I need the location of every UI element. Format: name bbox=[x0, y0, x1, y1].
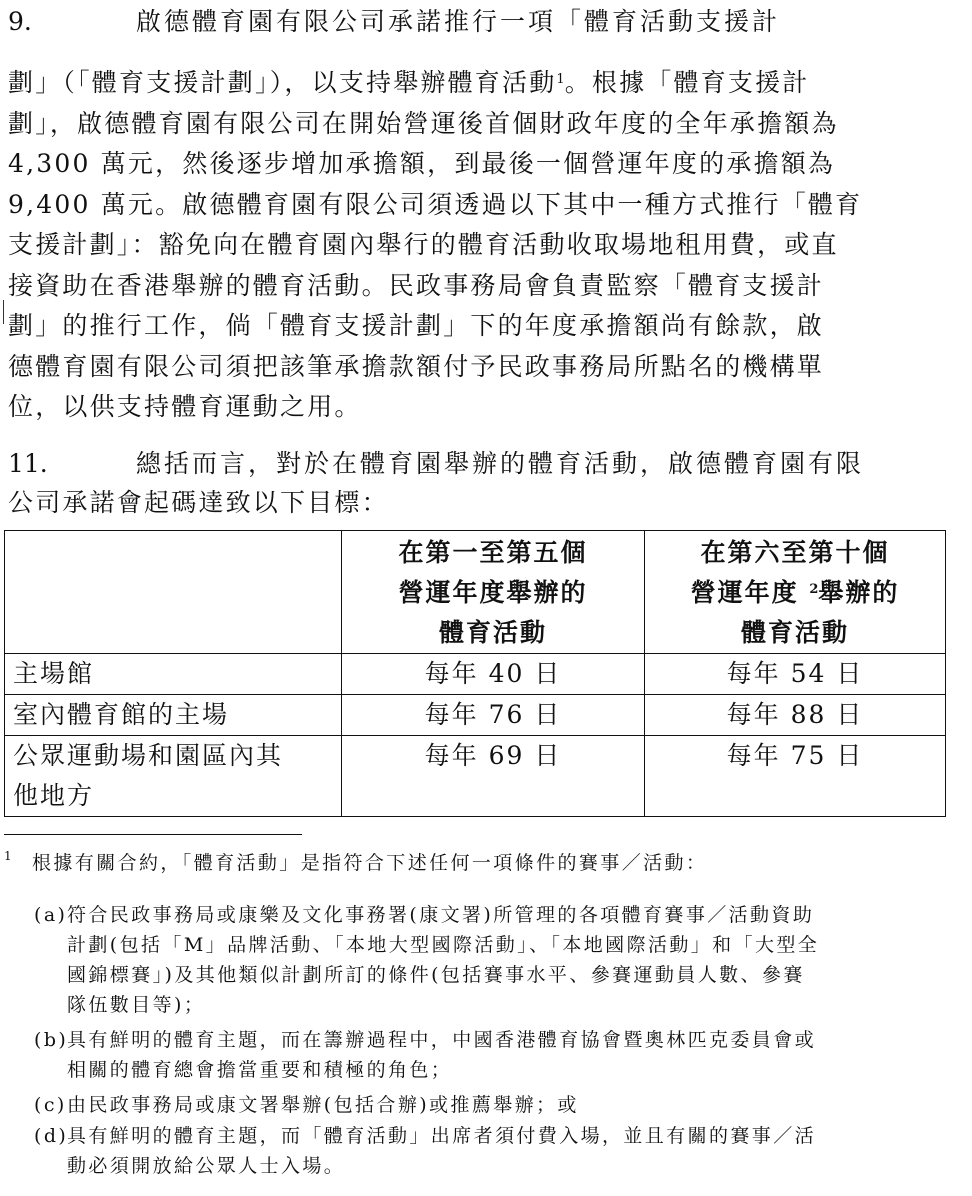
item-line: 計劃(包括「M」品牌活動、「本地大型國際活動」、「本地國際活動」和「大型全 bbox=[67, 934, 820, 956]
paragraph-heading-text: 總括而言，對於在體育園舉辦的體育活動，啟德體育園有限 bbox=[136, 449, 865, 478]
item-line: 符合民政事務局或康樂及文化事務署(康文署)所管理的各項體育賽事／活動資助 bbox=[67, 904, 815, 926]
line-text: 。根據「體育支援計 bbox=[564, 68, 810, 97]
footnote-item bbox=[34, 1025, 954, 1085]
paragraph-9-heading bbox=[8, 2, 952, 42]
paragraph-line: 接資助在香港舉辦的體育活動。民政事務局會負責監察「體育支援計 bbox=[8, 270, 825, 300]
item-line: 由民政事務局或康文署舉辦(包括合辦)或推薦舉辦；或 bbox=[67, 1094, 579, 1116]
footnote-item bbox=[34, 1090, 954, 1120]
footnote-item bbox=[34, 1121, 954, 1181]
targets-table bbox=[4, 530, 946, 817]
venue-cell bbox=[5, 736, 342, 817]
paragraph-heading-text: 啟德體育園有限公司承諾推行一項「體育活動支援計 bbox=[136, 7, 781, 36]
header-line: 在第一至第五個 bbox=[398, 538, 588, 567]
header-text: 營運年度 bbox=[690, 578, 799, 607]
footnote-separator bbox=[4, 834, 302, 835]
venue-cell: 主場館 bbox=[5, 654, 342, 695]
paragraph-11-heading bbox=[8, 444, 952, 484]
table-row bbox=[5, 695, 946, 736]
paragraph-line: 支援計劃」：豁免向在體育園內舉行的體育活動收取場地租用費，或直 bbox=[8, 230, 839, 259]
item-line: 具有鮮明的體育主題，而「體育活動」出席者須付費入場，並且有關的賽事／活 bbox=[67, 1125, 817, 1147]
margin-change-bar bbox=[3, 300, 4, 324]
header-line bbox=[653, 573, 937, 613]
days-first-period: 每年 69 日 bbox=[342, 736, 645, 817]
item-label: (b) bbox=[34, 1029, 69, 1051]
venue-line: 他地方 bbox=[13, 781, 95, 810]
header-venue-cell bbox=[5, 531, 342, 654]
days-second-period: 每年 88 日 bbox=[645, 695, 946, 736]
item-line: 動必須開放給公眾人士入場。 bbox=[67, 1155, 346, 1177]
item-label: (d) bbox=[34, 1125, 69, 1147]
footnote-ref: 1 bbox=[556, 72, 565, 87]
paragraph-line: 位，以供支持體育運動之用。 bbox=[8, 392, 362, 421]
header-line: 營運年度舉辦的 bbox=[398, 578, 588, 607]
item-label: (a) bbox=[34, 904, 68, 926]
header-years-6-10 bbox=[645, 531, 946, 654]
header-text: 舉辦的 bbox=[818, 578, 900, 607]
paragraph-11 bbox=[8, 444, 952, 522]
item-line: 相關的體育總會擔當重要和積極的角色； bbox=[67, 1059, 453, 1081]
venue-cell: 室內體育館的主場 bbox=[5, 695, 342, 736]
paragraph-number: 11. bbox=[8, 449, 48, 478]
footnote-mark: 1 bbox=[4, 849, 12, 863]
paragraph-9-body bbox=[8, 63, 952, 428]
table-row bbox=[5, 736, 946, 817]
table-header-row bbox=[5, 531, 946, 654]
item-label: (c) bbox=[34, 1094, 67, 1116]
paragraph-line: 公司承諾會起碼達致以下目標： bbox=[8, 488, 389, 517]
footnote-ref: 2 bbox=[809, 582, 819, 597]
venue-line: 公眾運動場和園區內其 bbox=[13, 741, 284, 770]
line-text: 劃」（「體育支援計劃」），以支持舉辦體育活動 bbox=[8, 68, 557, 97]
paragraph-line: 德體育園有限公司須把該筆承擔款額付予民政事務局所點名的機構單 bbox=[8, 351, 825, 381]
paragraph-number: 9. bbox=[8, 7, 32, 36]
paragraph-line bbox=[8, 63, 952, 104]
header-line: 體育活動 bbox=[740, 618, 849, 647]
days-first-period: 每年 76 日 bbox=[342, 695, 645, 736]
footnote-item bbox=[34, 900, 954, 1020]
days-first-period: 每年 40 日 bbox=[342, 654, 645, 695]
footnote-heading: 根據有關合約，「體育活動」是指符合下述任何一項條件的賽事／活動： bbox=[32, 852, 708, 874]
table-row bbox=[5, 654, 946, 695]
header-line: 在第六至第十個 bbox=[700, 538, 890, 567]
paragraph-line: 劃」的推行工作，倘「體育支援計劃」下的年度承擔額尚有餘款，啟 bbox=[8, 311, 825, 340]
paragraph-line: 9,400 萬元。啟德體育園有限公司須透過以下其中一種方式推行「體育 bbox=[8, 189, 863, 219]
item-line: 具有鮮明的體育主題，而在籌辦過程中，中國香港體育協會暨奧林匹克委員會或 bbox=[67, 1029, 817, 1051]
days-second-period: 每年 75 日 bbox=[645, 736, 946, 817]
header-years-1-5 bbox=[342, 531, 645, 654]
days-second-period: 每年 54 日 bbox=[645, 654, 946, 695]
paragraph-line: 劃」，啟德體育園有限公司在開始營運後首個財政年度的全年承擔額為 bbox=[8, 108, 839, 138]
item-line: 國錦標賽」)及其他類似計劃所訂的條件(包括賽事水平、參賽運動員人數、參賽 bbox=[67, 964, 805, 986]
header-line: 體育活動 bbox=[438, 618, 547, 647]
item-line: 隊伍數目等)； bbox=[67, 994, 206, 1016]
paragraph-9 bbox=[8, 2, 952, 42]
paragraph-line: 4,300 萬元，然後逐步增加承擔額，到最後一個營運年度的承擔額為 bbox=[8, 149, 836, 178]
